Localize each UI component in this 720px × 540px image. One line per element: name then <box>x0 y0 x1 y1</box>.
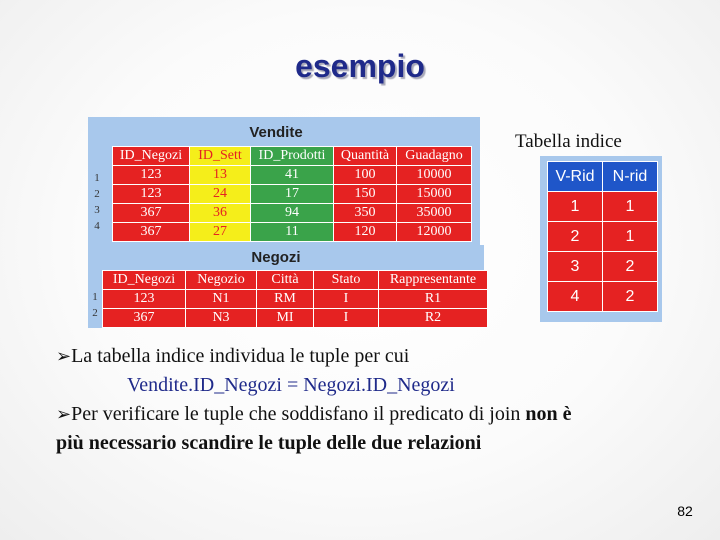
table-row <box>548 252 658 282</box>
table-cell: R2 <box>379 309 488 328</box>
table-cell: 12000 <box>397 223 472 242</box>
table-cell: N3 <box>186 309 257 328</box>
table-cell: 367 <box>113 223 190 242</box>
table-row <box>113 185 472 204</box>
column-header: Guadagno <box>397 147 472 166</box>
table-cell: 100 <box>334 166 397 185</box>
table-row <box>548 192 658 222</box>
table-cell: 2 <box>603 282 658 312</box>
column-header: V-Rid <box>548 162 603 192</box>
table-cell: 1 <box>603 222 658 252</box>
table-cell: 2 <box>548 222 603 252</box>
table-cell: N1 <box>186 290 257 309</box>
table-cell: 13 <box>190 166 251 185</box>
bullet-2 <box>56 403 572 426</box>
bullet-2-continuation: più necessario scandire le tuple delle due relazioni <box>56 432 482 454</box>
table-row <box>113 166 472 185</box>
table-cell: R1 <box>379 290 488 309</box>
table-cell: I <box>314 290 379 309</box>
bullet-1-text: La tabella indice individua le tuple per cui <box>71 345 410 367</box>
table-cell: 27 <box>190 223 251 242</box>
column-header: Quantità <box>334 147 397 166</box>
table-cell: 17 <box>251 185 334 204</box>
table-cell: 41 <box>251 166 334 185</box>
table-cell: 15000 <box>397 185 472 204</box>
join-formula: Vendite.ID_Negozi = Negozi.ID_Negozi <box>127 374 455 396</box>
row-number: 1 <box>94 172 100 184</box>
column-header: Rappresentante <box>379 271 488 290</box>
column-header: ID_Negozi <box>103 271 186 290</box>
table-row <box>113 204 472 223</box>
row-number: 4 <box>94 220 100 232</box>
table-cell: 10000 <box>397 166 472 185</box>
column-header: Città <box>257 271 314 290</box>
table-row <box>113 223 472 242</box>
table-cell: 1 <box>548 192 603 222</box>
table-row <box>103 309 488 328</box>
column-header: N-rid <box>603 162 658 192</box>
negozi-table <box>102 270 488 328</box>
table-cell: 94 <box>251 204 334 223</box>
table-cell: 4 <box>548 282 603 312</box>
table-cell: 123 <box>103 290 186 309</box>
row-number: 2 <box>94 188 100 200</box>
bullet-2-bold-text: non è <box>525 403 572 425</box>
table-cell: RM <box>257 290 314 309</box>
table-row <box>548 282 658 312</box>
column-header: ID_Prodotti <box>251 147 334 166</box>
page-number: 82 <box>677 503 693 519</box>
table-cell: MI <box>257 309 314 328</box>
table-cell: 120 <box>334 223 397 242</box>
table-cell: 123 <box>113 185 190 204</box>
bullet-1 <box>56 345 409 368</box>
slide-title: esempio <box>295 48 425 84</box>
index-table-label: Tabella indice <box>515 131 622 152</box>
table-header-row <box>113 147 472 166</box>
vendite-table <box>112 146 472 242</box>
table-cell: 150 <box>334 185 397 204</box>
table-cell: 367 <box>113 204 190 223</box>
table-cell: I <box>314 309 379 328</box>
vendite-title: Vendite <box>249 124 303 141</box>
row-number: 3 <box>94 204 100 216</box>
table-header-row <box>103 271 488 290</box>
row-number: 2 <box>92 307 98 319</box>
bullet-2-text: Per verificare le tuple che soddisfano il predicato di join <box>71 403 526 425</box>
column-header: Negozio <box>186 271 257 290</box>
arrow-bullet-icon: ➢ <box>56 346 72 367</box>
table-cell: 1 <box>603 192 658 222</box>
table-cell: 123 <box>113 166 190 185</box>
table-cell: 350 <box>334 204 397 223</box>
column-header: ID_Sett <box>190 147 251 166</box>
table-cell: 36 <box>190 204 251 223</box>
table-cell: 35000 <box>397 204 472 223</box>
arrow-bullet-icon: ➢ <box>56 404 72 425</box>
column-header: Stato <box>314 271 379 290</box>
table-cell: 11 <box>251 223 334 242</box>
table-row <box>548 222 658 252</box>
row-number: 1 <box>92 291 98 303</box>
negozi-title: Negozi <box>251 249 301 266</box>
table-row <box>103 290 488 309</box>
table-cell: 24 <box>190 185 251 204</box>
column-header: ID_Negozi <box>113 147 190 166</box>
table-cell: 367 <box>103 309 186 328</box>
table-header-row <box>548 162 658 192</box>
table-cell: 3 <box>548 252 603 282</box>
index-table <box>547 161 658 312</box>
table-cell: 2 <box>603 252 658 282</box>
